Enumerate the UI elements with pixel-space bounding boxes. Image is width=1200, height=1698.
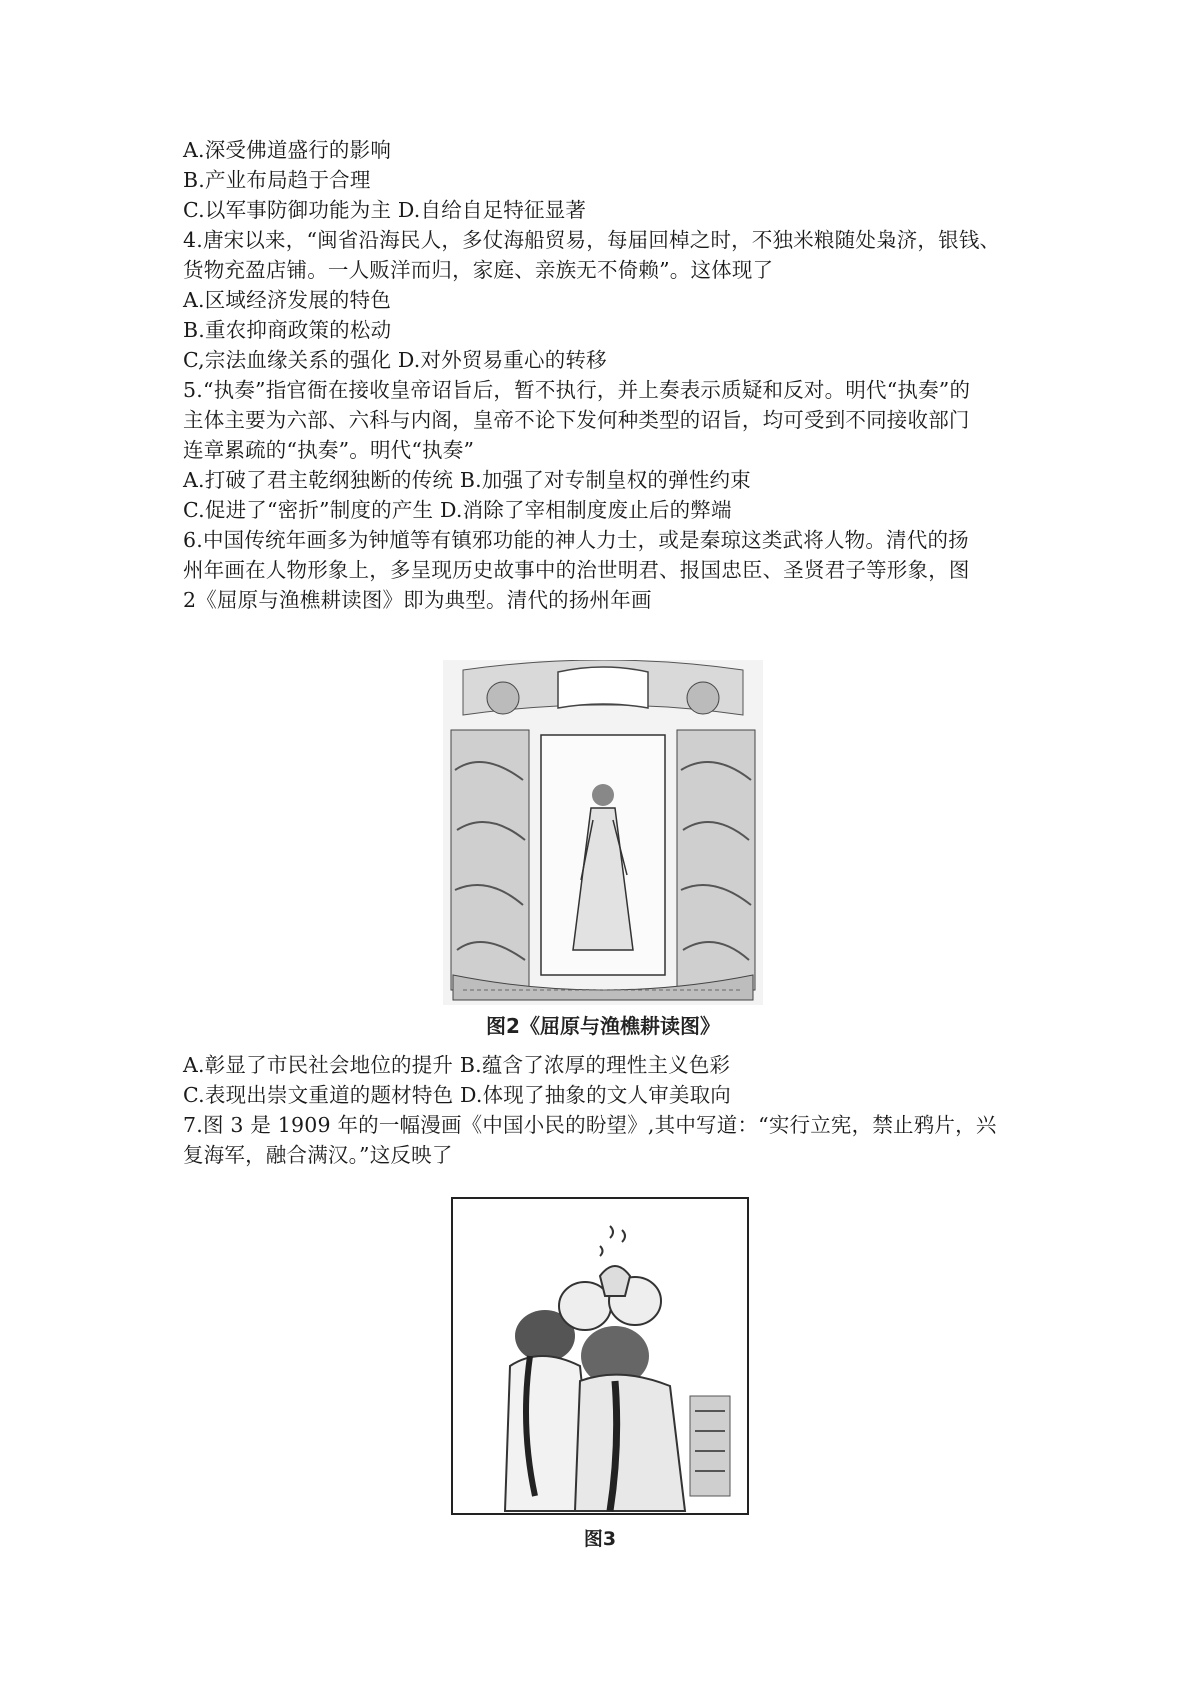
q6-stem-line-1: 6.中国传统年画多为钟馗等有镇邪功能的神人力士，或是秦琼这类武将人物。清代的扬 [183, 528, 969, 552]
q6-options-a-b: A.彰显了市民社会地位的提升 B.蕴含了浓厚的理性主义色彩 [183, 1053, 731, 1077]
q7-stem-line-1: 7.图 3 是 1909 年的一幅漫画《中国小民的盼望》,其中写道：“实行立宪，禁止鸦片，兴 [183, 1113, 997, 1137]
q7-stem-line-2: 复海军，融合满汉。”这反映了 [183, 1143, 453, 1167]
figure-3-caption: 图3 [583, 1528, 617, 1550]
q4-stem-line-2: 货物充盈店铺。一人贩洋而归，家庭、亲族无不倚赖”。这体现了 [183, 258, 774, 282]
q5-stem-line-2: 主体主要为六部、六科与内阁，皇帝不论下发何种类型的诏旨，均可受到不同接收部门 [183, 408, 970, 432]
q4-stem-line-1: 4.唐宋以来，“闽省沿海民人，多仗海船贸易，每届回棹之时，不独米粮随处枭济，银钱、 [183, 228, 1001, 252]
q4-options-c-d: C,宗法血缘关系的强化 D.对外贸易重心的转移 [183, 348, 607, 372]
q5-stem-line-1: 5.“执奏”指官衙在接收皇帝诏旨后，暂不执行，并上奏表示质疑和反对。明代“执奏”的 [183, 378, 971, 402]
figure-3-cartoon [450, 1196, 750, 1556]
q3-options-c-d: C.以军事防御功能为主 D.自给自足特征显著 [183, 198, 587, 222]
q3-option-a: A.深受佛道盛行的影响 [183, 138, 392, 162]
q3-option-b: B.产业布局趋于合理 [183, 168, 371, 192]
figure-2-caption: 图2《屈原与渔樵耕读图》 [486, 1014, 720, 1038]
q4-option-b: B.重农抑商政策的松动 [183, 318, 392, 342]
q6-options-c-d: C.表现出崇文重道的题材特色 D.体现了抽象的文人审美取向 [183, 1083, 732, 1107]
q4-option-a: A.区域经济发展的特色 [183, 288, 392, 312]
q6-stem-line-3: 2《屈原与渔樵耕读图》即为典型。清代的扬州年画 [183, 588, 652, 612]
figure-3-illustration [450, 1196, 750, 1516]
figure-2-illustration [443, 660, 763, 1005]
q5-options-a-b: A.打破了君主乾纲独断的传统 B.加强了对专制皇权的弹性约束 [183, 468, 751, 492]
q5-stem-line-3: 连章累疏的“执奏”。明代“执奏” [183, 438, 475, 462]
figure-2-woodblock-print [443, 660, 763, 1045]
q6-stem-line-2: 州年画在人物形象上，多呈现历史故事中的治世明君、报国忠臣、圣贤君子等形象，图 [183, 558, 970, 582]
q5-options-c-d: C.促进了“密折”制度的产生 D.消除了宰相制度废止后的弊端 [183, 498, 732, 522]
